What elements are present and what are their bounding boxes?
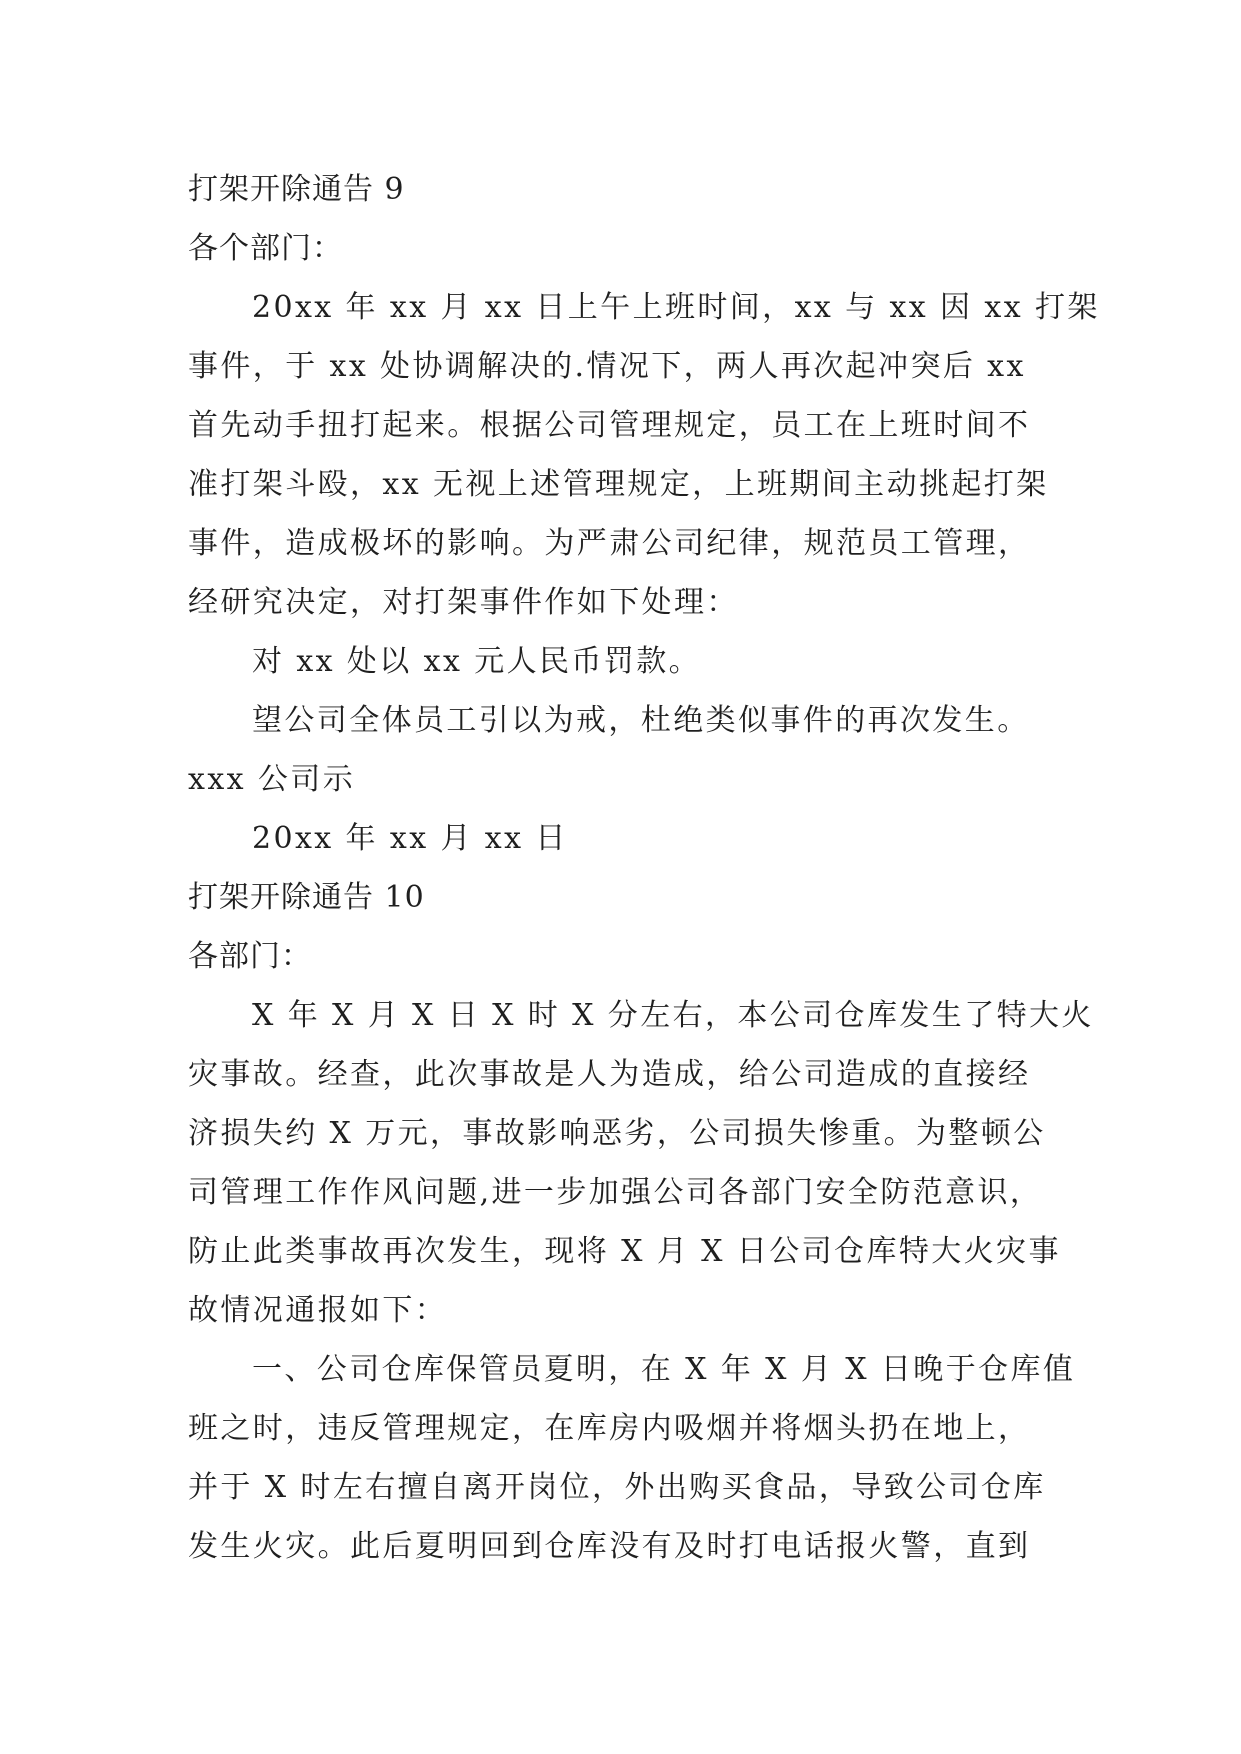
document-page bbox=[188, 160, 1100, 1576]
notice-9-signature: xxx 公司示 bbox=[188, 762, 356, 797]
body-line: 司管理工作作风问题,进一步加强公司各部门安全防范意识， bbox=[188, 1175, 1043, 1210]
body-line: X 年 X 月 X 日 X 时 X 分左右，本公司仓库发生了特大火 bbox=[252, 998, 1094, 1033]
notice-9-title: 打架开除通告 9 bbox=[188, 172, 405, 207]
notice-9-salutation: 各个部门： bbox=[188, 231, 343, 266]
notice-10-title: 打架开除通告 10 bbox=[188, 880, 425, 915]
body-line: 一、公司仓库保管员夏明，在 X 年 X 月 X 日晚于仓库值 bbox=[252, 1352, 1076, 1387]
notice-9-body bbox=[188, 278, 1100, 632]
body-line: 首先动手扭打起来。根据公司管理规定，员工在上班时间不 bbox=[188, 408, 1031, 443]
notice-9-warning: 望公司全体员工引以为戒，杜绝类似事件的再次发生。 bbox=[252, 703, 1030, 738]
body-line: 经研究决定，对打架事件作如下处理： bbox=[188, 585, 739, 620]
body-line: 班之时，违反管理规定，在库房内吸烟并将烟头扔在地上， bbox=[188, 1411, 1031, 1446]
body-line: 发生火灾。此后夏明回到仓库没有及时打电话报火警，直到 bbox=[188, 1529, 1031, 1564]
notice-10-salutation: 各部门： bbox=[188, 939, 312, 974]
body-line: 20xx 年 xx 月 xx 日上午上班时间，xx 与 xx 因 xx 打架 bbox=[252, 290, 1100, 325]
notice-9-date: 20xx 年 xx 月 xx 日 bbox=[252, 821, 568, 856]
body-line: 准打架斗殴，xx 无视上述管理规定，上班期间主动挑起打架 bbox=[188, 467, 1049, 502]
body-line: 灾事故。经查，此次事故是人为造成，给公司造成的直接经 bbox=[188, 1057, 1031, 1092]
body-line: 事件，造成极坏的影响。为严肃公司纪律，规范员工管理， bbox=[188, 526, 1031, 561]
notice-10-item-1 bbox=[188, 1340, 1076, 1576]
body-line: 并于 X 时左右擅自离开岗位，外出购买食品，导致公司仓库 bbox=[188, 1470, 1046, 1505]
notice-9-penalty: 对 xx 处以 xx 元人民币罚款。 bbox=[252, 644, 702, 679]
body-line: 事件，于 xx 处协调解决的.情况下，两人再次起冲突后 xx bbox=[188, 349, 1026, 384]
body-line: 济损失约 X 万元，事故影响恶劣，公司损失惨重。为整顿公 bbox=[188, 1116, 1046, 1151]
body-line: 故情况通报如下： bbox=[188, 1293, 448, 1328]
body-line: 防止此类事故再次发生，现将 X 月 X 日公司仓库特大火灾事 bbox=[188, 1234, 1061, 1269]
notice-10-body bbox=[188, 986, 1094, 1340]
